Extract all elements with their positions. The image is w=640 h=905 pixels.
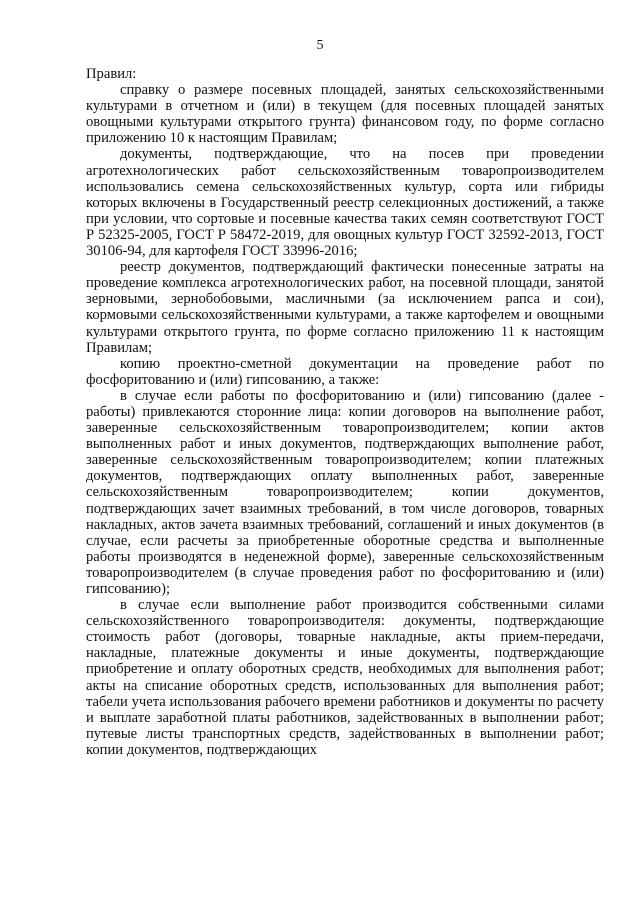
page-number: 5 — [316, 38, 324, 53]
paragraph-own-resources-works: в случае если выполнение работ производится собственными силами сельскохозяйственного товаропроизводителя: документы, подтверждающие стоимость работ (договоры, товарные накладные, акты прием-передачи, накладные, платежные документы и иные документы, подтверждающие приобретение и оплату оборотных средств, необходимых для выполнения работ; акты на списание оборотных средств, использованных для выполнения работ; табели учета использования рабочего времени работников и документы по расчету и выплате заработной платы работников, задействованных в выполнении работ; путевые листы транспортных средств, задействованных в выполнении работ; копии документов, подтверждающих — [86, 597, 604, 758]
paragraph-cost-register: реестр документов, подтверждающий фактически понесенные затраты на проведение комплекса агротехнологических работ, на посевной площади, занятой зерновыми, зернобобовыми, масличными (за исключением рапса и сои), кормовыми сельскохозяйственными культурами, а также картофелем и овощными культурами открытого грунта, по форме согласно приложению 11 к настоящим Правилам; — [86, 259, 604, 356]
paragraph-third-party-works: в случае если работы по фосфоритованию и (или) гипсованию (далее - работы) привлекаются сторонние лица: копии договоров на выполнение работ, заверенные сельскохозяйственным товаропроизводителем; копии актов выполненных работ и иных документов, подтверждающих выполнение работ, заверенные сельскохозяйственным товаропроизводителем; копии платежных документов, подтверждающих оплату выполненных работ, заверенные сельскохозяйственным товаропроизводителем; копии документов, подтверждающих зачет взаимных требований, в том числе договоров, товарных накладных, актов зачета взаимных требований, соглашений и иных документов (в случае, если расчеты за приобретенные оборотные средства и выполненные работы производятся в неденежной форме), заверенные сельскохозяйственным товаропроизводителем (в случае проведения работ по фосфоритованию и (или) гипсованию); — [86, 387, 604, 597]
paragraph-design-documentation: копию проектно-сметной документации на проведение работ по фосфоритованию и (или) гипсованию, а также: — [86, 355, 604, 388]
paragraph-seed-documents: документы, подтверждающие, что на посев при проведении агротехнологических работ сельскохозяйственным товаропроизводителем использовались семена сельскохозяйственных культур, сорта или гибриды которых включены в Государственный реестр селекционных достижений, а также при условии, что сортовые и посевные качества таких семян соответствуют ГОСТ Р 52325-2005, ГОСТ Р 58472-2019, для овощных культур ГОСТ 32592-2013, ГОСТ 30106-94, для картофеля ГОСТ 33996-2016; — [86, 146, 604, 260]
paragraph-intro: Правил: — [86, 66, 137, 82]
paragraph-sown-area-certificate: справку о размере посевных площадей, занятых сельскохозяйственными культурами в отчетном и (или) в текущем (для посевных площадей занятых овощными культурами открытого грунта) финансовом году, по форме согласно приложению 10 к настоящим Правилам; — [86, 82, 604, 147]
document-body — [86, 66, 604, 758]
